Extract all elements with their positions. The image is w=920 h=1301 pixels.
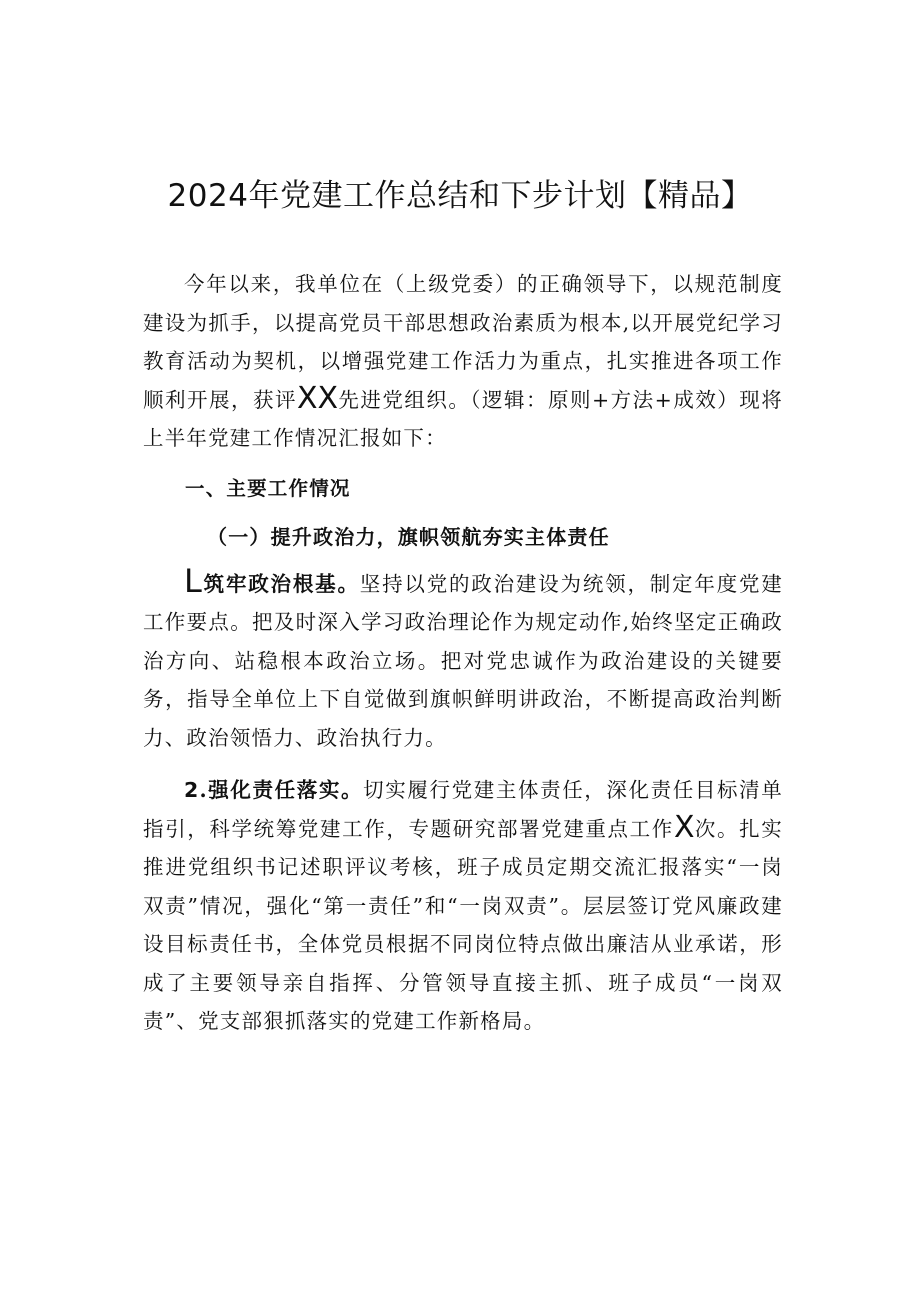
item-1-title: 筑牢政治根基。 bbox=[203, 571, 360, 596]
intro-text-b: 先进党组织。（逻辑：原则+方法+成效）现将上半年党建工作情况汇报如下： bbox=[143, 387, 783, 450]
item-1-marker: L bbox=[184, 561, 204, 600]
subsection-heading: （一）提升政治力，旗帜领航夯实主体责任 bbox=[207, 525, 610, 549]
item-2-number: 2 bbox=[184, 778, 200, 802]
item-1-text: 坚持以党的政治建设为统领，制定年度党建工作要点。把及时深入学习政治理论作为规定动作,始终坚定正确政治方向、站稳根本政治立场。把对党忠诚作为政治建设的关键要务，指导全单位上下自觉做到旗帜鲜明讲政治，不断提高政治判断力、政治领悟力、政治执行力。 bbox=[143, 571, 783, 750]
item-1-paragraph bbox=[143, 561, 783, 758]
document-body bbox=[143, 265, 783, 1041]
item-2-paragraph bbox=[143, 771, 783, 1041]
document-title: 2024年党建工作总结和下步计划【精品】 bbox=[167, 178, 753, 214]
item-2-text-a: 切实履行党建主体责任，深化责任目标清单指引，科学统筹党建工作，专题研究部署党建重点工作 bbox=[143, 778, 783, 841]
section-heading: 一、主要工作情况 bbox=[185, 476, 351, 500]
item-2-text-b: 次。扎实推进党组织书记述职评议考核，班子成员定期交流汇报落实“一岗双责”情况，强化“第一责任”和“一岗双责”。层层签订党风廉政建设目标责任书，全体党员根据不同岗位特点做出廉洁从业承诺，形成了主要领导亲自指挥、分管领导直接主抓、班子成员“一岗双责”、党支部狠抓落实的党建工作新格局。 bbox=[143, 816, 783, 1033]
intro-paragraph bbox=[143, 265, 783, 458]
intro-text-a: 今年以来，我单位在（上级党委）的正确领导下，以规范制度建设为抓手，以提高党员干部思想政治素质为根本,以开展党纪学习教育活动为契机，以增强党建工作活力为重点，扎实推进各项工作顺利开展，获评 bbox=[143, 272, 783, 412]
item-2-placeholder-mark: X bbox=[673, 809, 695, 845]
item-2-title: .强化责任落实。 bbox=[199, 778, 364, 802]
intro-placeholder-mark: XX bbox=[296, 380, 339, 416]
